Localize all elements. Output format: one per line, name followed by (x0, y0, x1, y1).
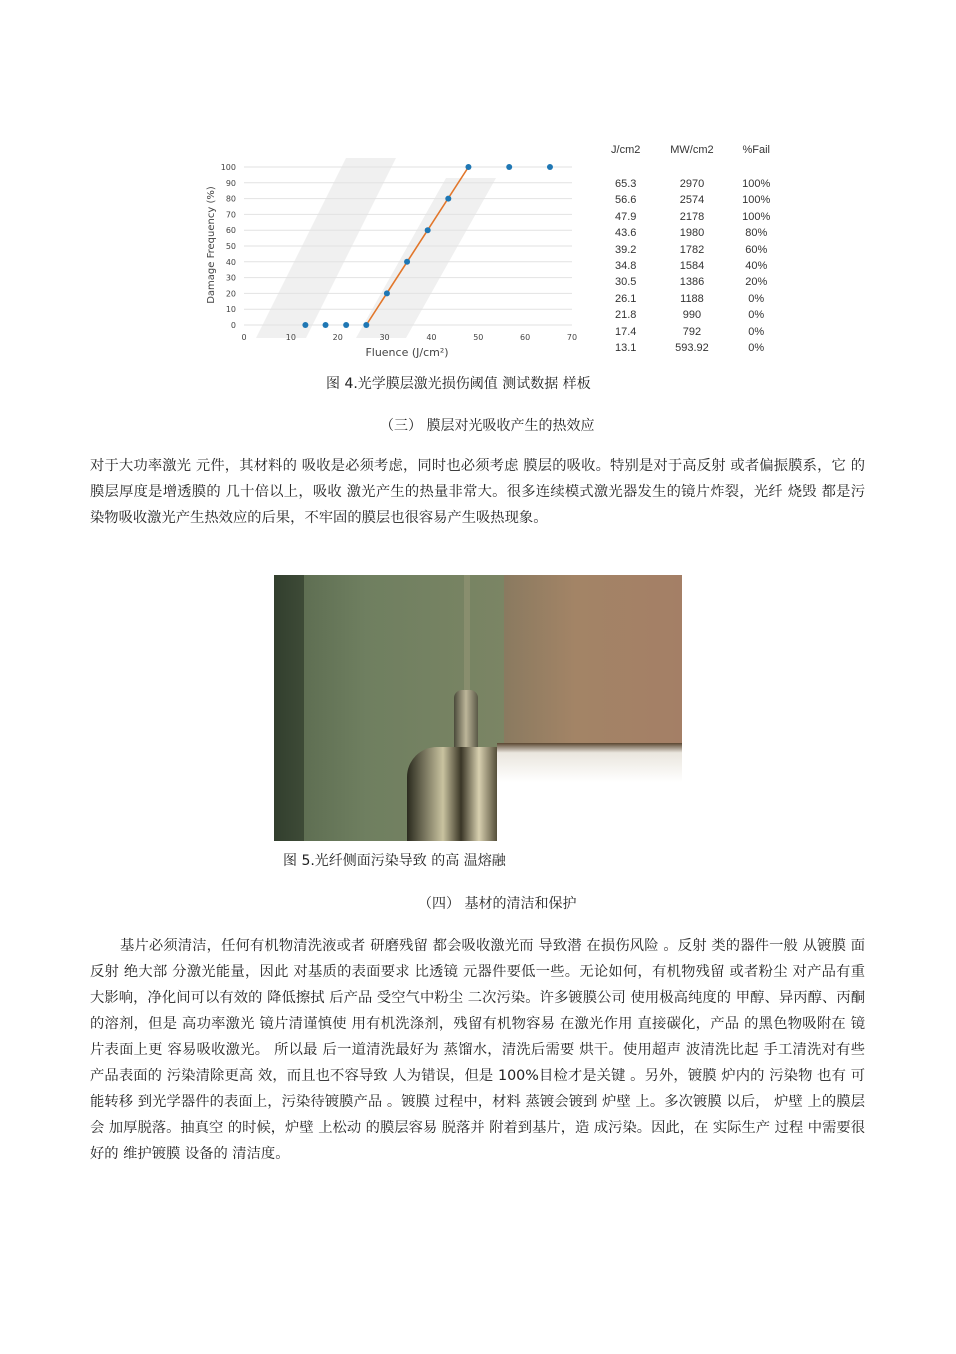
table-row (600, 225, 780, 241)
x-tick-label: 0 (241, 333, 247, 342)
header-fluence: J/cm2 (611, 144, 641, 156)
x-tick-label: 40 (426, 333, 437, 342)
section-4-paragraph: 基片必须清洁，任何有机物清洗液或者 研磨残留 都会吸收激光而 导致潜 在损伤风险 。反射 类的器件一般 从镀膜 面 反射 绝大部 分激光能量，因此 对基质的表面要求 比透镜 元器件要低一些。无论如何，有机物残留 或者粉尘 对产品有重大影响，净化间可以有效的 降低擦拭 后产品 受空气中粉尘 二次污染。许多镀膜公司 使用极高纯度的 甲醇、异丙醇、丙酮 的溶剂，但是 高功率激光 镜片清谨慎使 用有机洗涤剂，残留有机物容易 在激光作用 直接碳化，产品 的黑色物吸附在 镜片表面上更 容易吸收激光。 所以最 后一道清洗最好为 蒸馏水，清洗后需要 烘干。使用超声 波清洗比起 手工清洗对有些产品表面的 污染清除更高 效，而且也不容导致 人为错误，但是 100%目检才是关键 。另外，镀膜 炉内的 污染物 也有 可能转移 到光学器件的表面上，污染待镀膜产品 。镀膜 过程中，材料 蒸镀会镀到 炉壁 上。多次镀膜 以后， 炉壁 上的膜层会 加厚脱落。抽真空 的时候，炉壁 上松动 的膜层容易 脱落并 附着到基片，造 成污染。因此，在 实际生产 过程 中需要很好的 维护镀膜 设备的 清洁度。 (90, 938, 865, 1162)
y-axis-label: Damage Frequency (%) (206, 186, 217, 304)
data-point (323, 322, 329, 328)
cell: 0% (748, 309, 765, 322)
cell: 990 (682, 309, 702, 322)
data-point (343, 322, 349, 328)
y-tick-label: 60 (225, 226, 236, 236)
cell: 56.6 (615, 194, 637, 207)
cell: 1188 (680, 292, 704, 305)
cell: 40% (745, 259, 768, 272)
data-point (363, 322, 369, 328)
data-point (465, 164, 471, 170)
cell: 792 (682, 325, 702, 338)
y-tick-label: 30 (225, 273, 236, 283)
cell: 80% (745, 227, 768, 240)
cell: 26.1 (615, 292, 637, 305)
cell: 43.6 (615, 227, 637, 240)
cell: 100% (742, 178, 771, 190)
table-row (600, 324, 780, 340)
cell: 39.2 (615, 243, 637, 256)
section-3-paragraph: 对于大功率激光 元件，其材料的 吸收是必须考虑，同时也必须考虑 膜层的吸收。特别是对于高反射 或者偏振膜系，它 的膜层厚度是增透膜的 几十倍以上，吸收 激光产生的热量非常大。很多连续模式激光器发生的镜片炸裂，光纤 烧毁 都是污染物吸收激光产生热效应的后果，不牢固的膜层也很容易产生吸热现象。 (90, 458, 865, 526)
header-power: MW/cm2 (670, 144, 714, 156)
y-tick-label: 100 (220, 163, 236, 172)
section-4-heading: （四） 基材的清洁和保护 (418, 896, 577, 912)
cell: 13.1 (615, 341, 637, 354)
table-row (600, 192, 780, 208)
cell: 60% (745, 243, 768, 256)
x-tick-label: 70 (566, 333, 578, 342)
fiber-contamination-photo (274, 575, 682, 841)
y-tick-label: 80 (225, 194, 236, 204)
cell: 0% (748, 325, 765, 338)
header-fail: %Fail (742, 144, 770, 156)
section-3-heading: （三） 膜层对光吸收产生的热效应 (380, 418, 595, 434)
cell: 65.3 (615, 178, 637, 190)
cell: 2574 (679, 194, 705, 207)
cell: 34.8 (615, 259, 637, 272)
table-row (600, 291, 780, 307)
x-axis-label: Fluence (J/cm²) (365, 346, 449, 359)
table-row (600, 176, 780, 192)
cell: 17.4 (615, 325, 637, 338)
cell: 30.5 (615, 276, 637, 289)
y-tick-label: 20 (225, 289, 236, 299)
damage-frequency-chart (196, 138, 596, 368)
x-tick-label: 10 (285, 333, 296, 342)
cell: 593.92 (675, 341, 709, 354)
figure-4-caption: 图 4.光学膜层激光损伤阈值 测试数据 样板 (326, 376, 591, 392)
table-header (600, 144, 780, 166)
cell: 20% (745, 276, 768, 289)
table-row (600, 340, 780, 356)
data-point (384, 290, 390, 296)
data-point (547, 164, 553, 170)
data-point (425, 227, 431, 233)
cell: 1782 (679, 243, 705, 256)
cell: 21.8 (615, 309, 637, 322)
y-tick-label: 0 (230, 321, 236, 330)
x-tick-label: 60 (520, 333, 531, 342)
cell: 100% (742, 210, 771, 223)
cell: 0% (748, 341, 765, 354)
data-point (302, 322, 308, 328)
x-tick-label: 30 (379, 333, 390, 342)
cell: 2178 (679, 210, 705, 223)
cell: 2970 (679, 178, 705, 190)
y-tick-label: 50 (225, 242, 236, 251)
x-tick-label: 50 (473, 333, 484, 342)
y-tick-label: 70 (225, 210, 236, 220)
table-row (600, 242, 780, 258)
fluence-table (600, 144, 780, 356)
y-tick-label: 40 (225, 257, 236, 267)
data-point (506, 164, 512, 170)
y-tick-label: 90 (225, 178, 236, 188)
figure-5-caption: 图 5.光纤侧面污染导致 的高 温熔融 (283, 853, 506, 869)
data-point (445, 196, 451, 202)
cell: 1584 (679, 259, 705, 272)
x-tick-label: 20 (332, 333, 343, 342)
table-row (600, 307, 780, 323)
table-row (600, 274, 780, 290)
data-point (404, 259, 410, 265)
cell: 1980 (679, 227, 705, 240)
cell: 47.9 (615, 210, 637, 223)
table-row (600, 258, 780, 274)
y-tick-label: 10 (225, 305, 236, 315)
cell: 1386 (679, 276, 705, 289)
cell: 100% (742, 194, 771, 207)
cell: 0% (748, 292, 765, 305)
table-row (600, 209, 780, 225)
